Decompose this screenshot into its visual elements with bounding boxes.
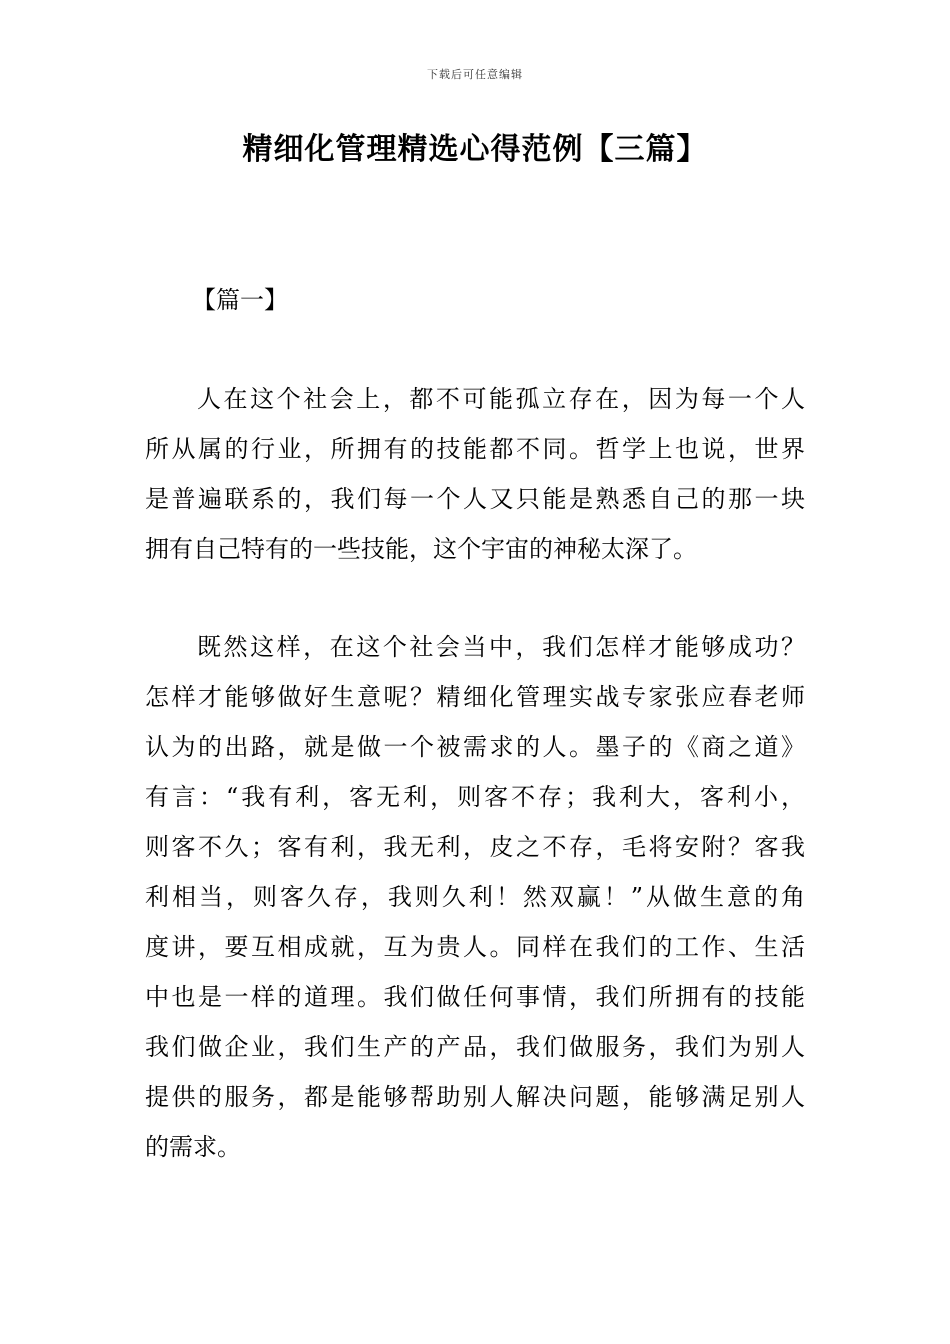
paragraph-line: 人在这个社会上，都不可能孤立存在，因为每一个人 — [197, 385, 805, 413]
paragraph-line: 既然这样，在这个社会当中，我们怎样才能够成功？ — [197, 633, 805, 661]
document-title: 精细化管理精选心得范例【三篇】 — [242, 132, 708, 167]
paragraph-line: 拥有自己特有的一些技能，这个宇宙的神秘太深了。 — [145, 535, 697, 563]
paragraph-line: 怎样才能够做好生意呢？精细化管理实战专家张应春老师 — [145, 683, 805, 711]
paragraph-line: 的需求。 — [145, 1133, 241, 1161]
paragraph-line: 所从属的行业，所拥有的技能都不同。哲学上也说，世界 — [145, 435, 805, 463]
paragraph-line: 有言：“我有利，客无利，则客不存；我利大，客利小， — [145, 783, 805, 811]
paragraph-line: 我们做企业，我们生产的产品，我们做服务，我们为别人 — [145, 1033, 805, 1061]
paragraph-line: 则客不久；客有利，我无利，皮之不存，毛将安附？客我 — [145, 833, 805, 861]
paragraph-line: 度讲，要互相成就，互为贵人。同样在我们的工作、生活 — [145, 933, 805, 961]
paragraph-line: 提供的服务，都是能够帮助别人解决问题，能够满足别人 — [145, 1083, 805, 1111]
paragraph-line: 是普遍联系的，我们每一个人又只能是熟悉自己的那一块 — [145, 485, 805, 513]
section-heading: 【篇一】 — [192, 286, 288, 314]
paragraph-line: 中也是一样的道理。我们做任何事情，我们所拥有的技能 — [145, 983, 805, 1011]
paragraph-line: 利相当，则客久存，我则久利！然双赢！”从做生意的角 — [145, 883, 805, 911]
paragraph-line: 认为的出路，就是做一个被需求的人。墨子的《商之道》 — [145, 733, 805, 761]
paragraph-2 — [145, 622, 805, 1172]
header-note: 下载后可任意编辑 — [427, 68, 523, 81]
paragraph-1 — [145, 374, 805, 574]
